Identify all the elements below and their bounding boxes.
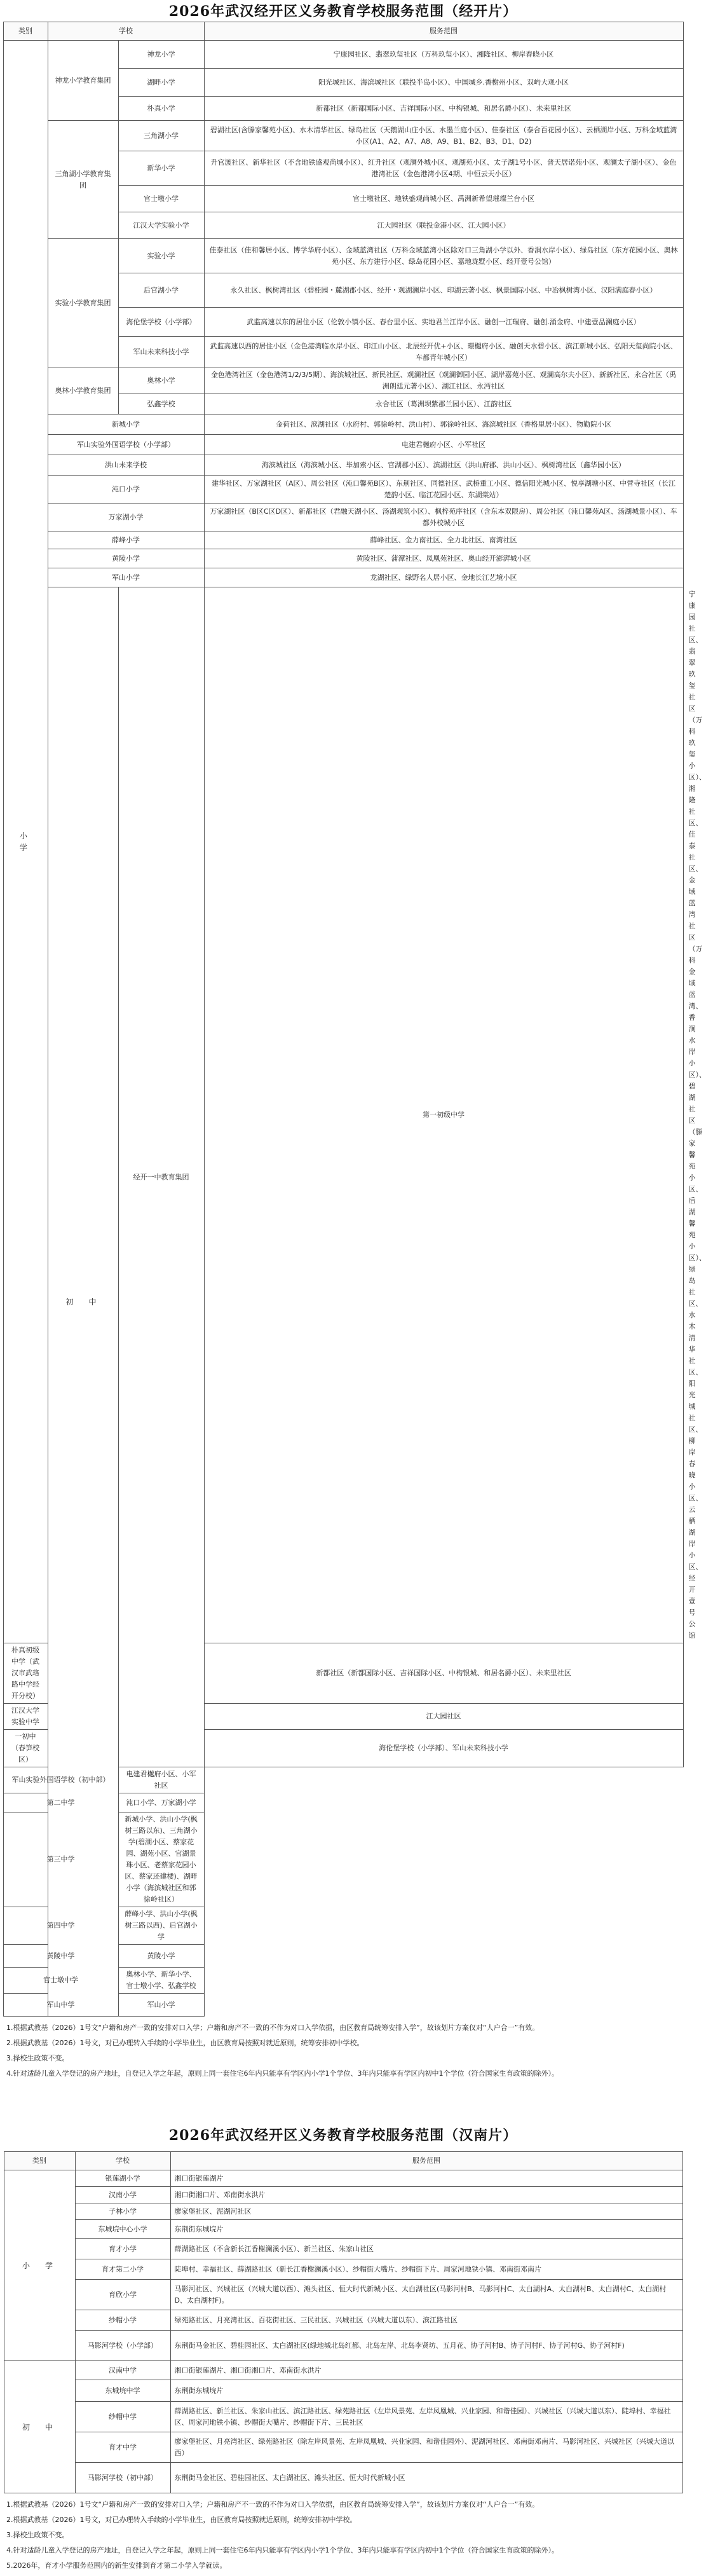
service-area-cell: 黄陵社区、蒲潭社区、凤凰苑社区、奥山经开澎湃城小区 [204, 549, 683, 568]
table-row [4, 2280, 682, 2310]
footnote: 1.根据武教基（2026）1号文“户籍和房产一致的安排对口入学；户籍和房产不一致的不作为对口入学依据，由区教育局统筹安排入学”，故该划片方案仅对“人户合一”有效。 [6, 2500, 540, 2509]
footnote: 5.2026年，育才小学服务范围内的新生安排到育才第二小学入学就读。 [6, 2561, 227, 2570]
school-cell: 第二中学 [3, 1793, 118, 1812]
table-row [4, 2432, 682, 2463]
service-area-cell: 永合社区（葛洲坝紫郡兰园小区）、江韵社区 [204, 394, 683, 414]
table-row [3, 1994, 683, 2017]
service-area-cell: 薛湖路社区、新兰社区、朱家山社区、滨江路社区、绿苑路社区（左岸风景苑、左岸凤凰城、兴业家园、和谐佳园）、兴城社区（兴城大道以东）、陡埠村、幸福社区、周家河地铁小镇、纱帽街大嘴片、纱帽街下片、三民社区 [170, 2402, 682, 2432]
table-header-row [3, 22, 683, 41]
school-cell: 汉南小学 [75, 2187, 170, 2203]
table-row [4, 2310, 682, 2331]
footnote: 4.针对适龄儿童入学登记的房产地址，自登记入学之年起，原则上同一套住宅6年内只能享有学区内小学1个学位、3年内只能享有学区内初中1个学位（符合国家生育政策的除外）。 [6, 2546, 559, 2554]
service-area-cell: 建华社区、万家湖社区（A区）、周公社区（沌口馨苑B区）、东荆社区、同德社区、武桥重工小区、德信阳光城小区、悦享湖塘小区、中营寺社区（长江楚韵小区、临江花园小区、东湖棠站） [204, 476, 683, 504]
service-area-cell: 升官渡社区、新华社区（不含地铁盛观尚城小区）、红升社区（观澜外城小区、观湖苑小区、太子湖1号小区、普天居诺苑小区、观澜太子湖小区）、金色港湾社区（金色港湾小区4期、中恒云天小区） [204, 151, 683, 186]
school-cell: 育才小学 [75, 2239, 170, 2259]
table-row [3, 367, 683, 394]
school-cell: 第四中学 [3, 1907, 118, 1945]
school-group-cell: 奥林小学教育集团 [48, 367, 118, 414]
service-area-cell: 金荷社区、滨湖社区（水府村、郭徐岭村、洪山村）、郭徐岭社区、海滨城社区（香格里居小区）、物勤院小区 [204, 414, 683, 435]
school-group-cell: 实验小学教育集团 [48, 239, 118, 367]
service-area-cell: 新都社区（新都国际小区、吉祥国际小区、中构银城、和居名爵小区）、未来里社区 [204, 1643, 683, 1704]
service-area-cell: 海伦堡学校（小学部）、军山未来科技小学 [204, 1730, 683, 1767]
table-row [4, 2402, 682, 2432]
table-row [3, 121, 683, 151]
school-cell: 纱帽小学 [75, 2310, 170, 2331]
table-row [4, 2239, 682, 2259]
service-area-cell: 绿苑路社区、月亮湾社区、百花街社区、三民社区、兴城社区（兴城大道以东）、滨江路社区 [170, 2310, 682, 2331]
table-row [4, 2361, 682, 2380]
school-cell: 育才中学 [75, 2432, 170, 2463]
table-row [3, 1812, 683, 1907]
service-area-cell: 宁康园社区、翡翠玖玺社区（万科玖玺小区）、湘隆社区、柳岸春晓小区 [204, 41, 683, 69]
table-row [4, 2259, 682, 2280]
jingkai-notes [0, 2017, 686, 2079]
table-row [4, 2331, 682, 2361]
category-cell: 初 中 [4, 2361, 75, 2493]
school-cell: 育才第二小学 [75, 2259, 170, 2280]
school-cell: 军山中学 [3, 1994, 118, 2017]
service-area-cell: 黄陵小学 [118, 1945, 204, 1968]
school-cell: 东城垸中学 [75, 2380, 170, 2402]
service-area-cell: 湘口街银莲湖片 [170, 2170, 682, 2187]
table-row [4, 2463, 682, 2493]
school-cell: 黄陵中学 [3, 1945, 118, 1968]
school-cell: 沌口小学 [48, 476, 204, 504]
school-cell: 子林小学 [75, 2203, 170, 2220]
school-cell: 神龙小学 [118, 41, 204, 69]
footnote: 3.择校生政策不变。 [6, 2054, 69, 2062]
school-cell: 奥林小学 [118, 367, 204, 394]
service-area-cell: 佳泰社区（佳和馨居小区、博学华府小区）、金域蓝湾社区（万科金域蓝湾小区除对口三角湖小学以外、香涧水岸小区）、绿岛社区（东方花园小区、奥林苑小区、东方建行小区、绿岛花园小区、嘉地珑墅小区、经开壹号公馆） [204, 239, 683, 273]
service-area-cell: 金色港湾社区（金色港湾1/2/3/5期）、海滨城社区、新民社区、观澜社区（观澜御园小区、湖岸嘉苑小区、观澜高尔夫小区）、新新社区、永合社区（禹洲朗廷元著小区）、湖江社区、永沔社区 [204, 367, 683, 394]
hannan-title: 2026年武汉经开区义务教育学校服务范围（汉南片） [168, 2127, 518, 2144]
service-area-cell: 薛湖路社区（不含新长江香榭澜溪小区）、新兰社区、朱家山社区 [170, 2239, 682, 2259]
header-category: 类别 [4, 2152, 75, 2170]
jingkai-title: 2026年武汉经开区义务教育学校服务范围（经开片） [168, 3, 518, 20]
table-row [4, 2187, 682, 2203]
school-cell: 后官湖小学 [118, 273, 204, 308]
service-area-cell: 奥林小学、新华小学、官士墩小学、弘鑫学校 [118, 1968, 204, 1994]
school-group-cell: 三角湖小学教育集团 [48, 121, 118, 239]
school-cell: 江汉大学实验小学 [118, 212, 204, 239]
school-cell: 弘鑫学校 [118, 394, 204, 414]
footnote: 2.根据武教基（2026）1号文，对已办理转入手续的小学毕业生，由区教育局按照对就近原则，统筹安排初中学校。 [6, 2039, 364, 2047]
school-group-cell: 经开一中教育集团 [118, 587, 204, 1767]
school-cell: 新城小学 [48, 414, 204, 435]
table-row [4, 2220, 682, 2239]
service-area-cell: 陡埠村、幸福社区、薛湖路社区（新长江香榭澜溪小区）、纱帽街大嘴片、纱帽街下片、周家河地铁小镇、邓南街邓南片 [170, 2259, 682, 2280]
table-row [3, 549, 683, 568]
school-cell: 官士墩小学 [118, 186, 204, 212]
school-cell: 军山实验外国语学校（小学部） [48, 435, 204, 455]
service-area-cell: 东荆街东城垸片 [170, 2380, 682, 2402]
service-area-cell: 湘口街银莲湖片、湘口街湘口片、邓南街水洪片 [170, 2361, 682, 2380]
school-cell: 第三中学 [3, 1812, 118, 1907]
school-cell: 实验小学 [118, 239, 204, 273]
school-cell: 三角湖小学 [118, 121, 204, 151]
hannan-notes [0, 2493, 686, 2571]
table-row [3, 476, 683, 504]
table-row [3, 531, 683, 549]
school-cell: 第一初级中学 [204, 587, 683, 1643]
school-cell: 朴真初级中学（武汉市武珞路中学经开分校） [3, 1643, 48, 1704]
table-row [3, 1945, 683, 1968]
category-cell: 初 中 [48, 587, 118, 2017]
service-area-cell: 沌口小学、万家湖小学 [118, 1793, 204, 1812]
school-cell: 纱帽中学 [75, 2402, 170, 2432]
school-cell: 东城垸中心小学 [75, 2220, 170, 2239]
table-row [3, 455, 683, 476]
service-area-cell: 东荆街马金社区、碧桂园社区、太白湖社区(绿地城北岛红都、北岛左岸、北岛李贤坊、五月花、协子河村B、协子河村F、协子河村G、协子河村F) [170, 2331, 682, 2361]
school-cell: 新华小学 [118, 151, 204, 186]
table-row [3, 239, 683, 273]
service-area-cell: 龙湖社区、绿野名人居小区、金地长江艺境小区 [204, 568, 683, 587]
school-cell: 马影河学校（小学部） [75, 2331, 170, 2361]
footnote: 4.针对适龄儿童入学登记的房产地址，自登记入学之年起，原则上同一套住宅6年内只能享有学区内小学1个学位、3年内只能享有学区内初中1个学位（符合国家生育政策的除外）。 [6, 2069, 559, 2078]
service-area-cell: 永久社区、枫树湾社区（碧桂园・麓湖郡小区、经开・观湖澜岸小区、印湖云著小区、枫景国际小区、中冶枫树湾小区、汉阳满庭春小区） [204, 273, 683, 308]
service-area-cell: 军山小学 [118, 1994, 204, 2017]
school-cell: 黄陵小学 [48, 549, 204, 568]
service-area-cell: 湘口街湘口片、邓南街水洪片 [170, 2187, 682, 2203]
table-row [3, 41, 683, 69]
service-area-cell: 薛峰社区、金力南社区、全力北社区、南湾社区 [204, 531, 683, 549]
school-cell: 军山小学 [48, 568, 204, 587]
table-row [4, 2170, 682, 2187]
service-area-cell: 东荆街马金社区、碧桂园社区、太白湖社区、滩头社区、恒大时代新城小区 [170, 2463, 682, 2493]
table-row [3, 568, 683, 587]
footnote: 1.根据武教基（2026）1号文“户籍和房产一致的安排对口入学；户籍和房产不一致的不作为对口入学依据，由区教育局统筹安排入学”，故该划片方案仅对“人户合一”有效。 [6, 2024, 540, 2032]
header-school: 学校 [75, 2152, 170, 2170]
service-area-cell: 武监高速以东的居住小区（伦敦小镇小区、春台里小区、实地君兰江岸小区、融创一江瑞府、融创.涌金府、中建壹品澜庭小区） [204, 308, 683, 337]
school-cell: 官士墩中学 [3, 1968, 118, 1994]
service-area-cell: 马影河社区、兴城社区（兴城大道以西）、滩头社区、恒大时代新城小区、太白湖社区(马影河村B、马影河村C、太白湖村A、太白湖村B、太白湖村C、太白湖村D、太白湖村F)。 [170, 2280, 682, 2310]
table-row [4, 2203, 682, 2220]
footnote: 2.根据武教基（2026）1号文，对已办理转入手续的小学毕业生，由区教育局按照就近原则，统筹安排初中学校。 [6, 2516, 357, 2524]
service-area-cell: 江大园社区 [204, 1704, 683, 1730]
header-service: 服务范围 [204, 22, 683, 41]
table-row [3, 414, 683, 435]
service-area-cell: 官士墩社区、地铁盛观尚城小区、禹洲新希望璀璨兰台小区 [204, 186, 683, 212]
service-area-cell: 电建君樾府小区、小军社区 [204, 435, 683, 455]
school-cell: 朴真小学 [118, 97, 204, 121]
service-area-cell: 碧湖社区(含滕家馨苑小区)、水木清华社区、绿岛社区（天鹅湖山庄小区、水墨兰庭小区）、佳泰社区（泰合百花园小区）、云栖湖岸小区、万科金域蓝湾小区(A1、A2、A7、A8、A9、B1、B2、B3、D1、D2) [204, 121, 683, 151]
service-area-cell: 东荆街东城垸片 [170, 2220, 682, 2239]
school-cell: 湖畔小学 [118, 69, 204, 97]
school-cell: 洪山未来学校 [48, 455, 204, 476]
table-header-row [4, 2152, 682, 2170]
table-row [3, 504, 683, 531]
header-category: 类别 [3, 22, 48, 41]
service-area-cell: 万家湖社区（B区C区D区）、新都社区（君融天湖小区、汤湖观筑小区）、枫梓苑序社区（含东本双限房）、周公社区（沌口馨苑A区、汤湖城景小区）、车都外校城小区 [204, 504, 683, 531]
hannan-service-table [4, 2151, 683, 2493]
service-area-cell: 薛峰小学、洪山小学(枫树三路以西)、后官湖小学 [118, 1907, 204, 1945]
header-school: 学校 [48, 22, 204, 41]
school-cell: 汉南中学 [75, 2361, 170, 2380]
school-cell: 马影河学校（初中部） [75, 2463, 170, 2493]
school-cell: 江汉大学实验中学 [3, 1704, 48, 1730]
table-row: 初 中 经开一中教育集团 第一初级中学 宁康园社区、翡翠玖玺社区（万科玖玺小区）、湘隆社区、佳泰社区、金域蓝湾社区（万科金域蓝湾、香涧水岸小区）、碧湖社区（滕家馨苑小区、后湖馨苑小区）、绿岛社区、水木清华社区、阳光城社区、柳岸春晓小区、云栖湖岸小区、经开壹号公馆 [3, 587, 683, 1643]
category-cell: 小 学 [3, 41, 48, 1643]
service-area-cell: 阳光城社区、海滨城社区（联投半岛小区）、中国城乡.香榭州小区、双屿大观小区 [204, 69, 683, 97]
school-cell: 万家湖小学 [48, 504, 204, 531]
school-cell: 薛峰小学 [48, 531, 204, 549]
header-service: 服务范围 [170, 2152, 682, 2170]
service-area-cell: 江大园社区（联投金港小区、江大园小区） [204, 212, 683, 239]
service-area-cell: 廖家堡社区、月亮湾社区、绿苑路社区（除左岸风景苑、左岸凤凰城、兴业家园、和谐佳园外）、泥湖河社区、邓南街邓南片、马影河社区、兴城社区（兴城大道以西） [170, 2432, 682, 2463]
service-area-cell: 武监高速以西的居住小区（金色港湾临水岸小区、印江山小区、北辰经开优+小区、璟樾府小区、融创天水碧小区、滨江新城小区、弘阳天玺尚院小区、车都青年城小区） [204, 337, 683, 367]
service-area-cell: 廖家堡社区、泥湖河社区 [170, 2203, 682, 2220]
table-row [3, 1793, 683, 1812]
school-cell: 军山未来科技小学 [118, 337, 204, 367]
school-cell: 银莲湖小学 [75, 2170, 170, 2187]
service-area-cell: 电建君樾府小区、小军社区 [118, 1767, 204, 1793]
table-row [3, 435, 683, 455]
jingkai-service-table [3, 22, 706, 2017]
school-cell: 育欣小学 [75, 2280, 170, 2310]
footnote: 3.择校生政策不变。 [6, 2531, 69, 2539]
school-cell: 一初中（春笋校区） [3, 1730, 48, 1767]
table-row [3, 1767, 683, 1793]
service-area-cell: 新城小学、洪山小学(枫树三路以东)、三角湖小学(碧湖小区、蔡家花园、湖苑小区、官湖景珠小区、老蔡家花园小区、蔡家还建楼)、湖畔小学（海滨城社区和郭徐岭社区） [118, 1812, 204, 1907]
school-group-cell: 神龙小学教育集团 [48, 41, 118, 121]
table-row [3, 1907, 683, 1945]
school-cell: 海伦堡学校（小学部） [118, 308, 204, 337]
school-cell: 军山实验外国语学校（初中部） [3, 1767, 118, 1793]
service-area-cell: 海滨城社区（海滨城小区、毕加索小区、官湖郡小区）、滨湖社区（洪山府郡、洪山小区）、枫树湾社区（鑫华园小区） [204, 455, 683, 476]
category-cell: 小 学 [4, 2170, 75, 2361]
table-row [3, 1968, 683, 1994]
table-row [4, 2380, 682, 2402]
service-area-cell: 新都社区（新都国际小区、吉祥国际小区、中构银城、和居名爵小区）、未来里社区 [204, 97, 683, 121]
